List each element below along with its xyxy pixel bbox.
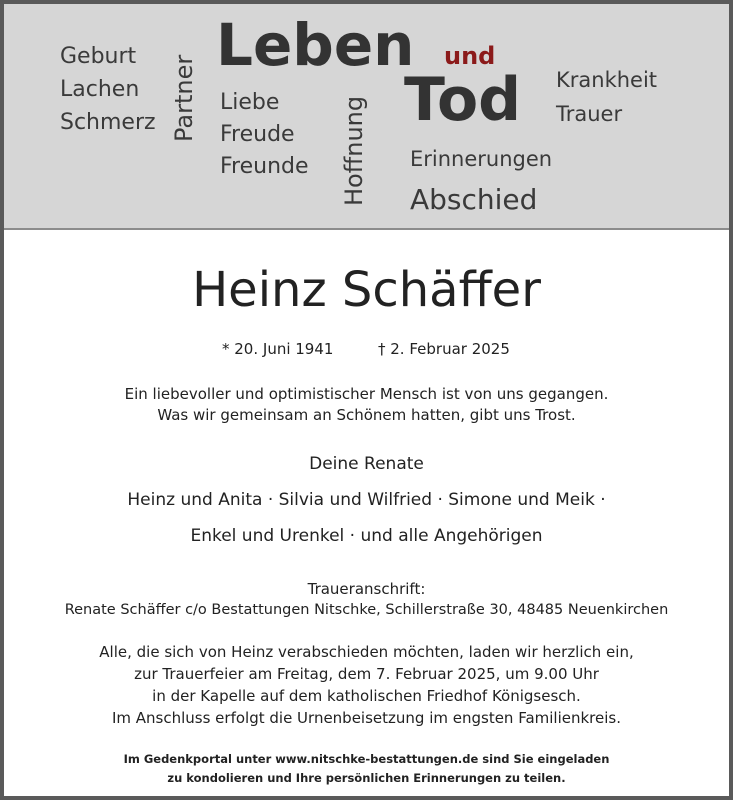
portal-line: zu kondolieren und Ihre persönlichen Erinnerungen zu teilen. — [167, 771, 566, 785]
mourner-line: Deine Renate — [309, 454, 424, 474]
ceremony-line: in der Kapelle auf dem katholischen Friedhof Königsesch. — [152, 687, 581, 705]
word-tod: Tod — [404, 65, 522, 135]
word-liebe: Liebe — [220, 90, 280, 115]
word-freude: Freude — [220, 122, 295, 147]
word-erinnerungen: Erinnerungen — [410, 147, 553, 171]
word-und: und — [444, 42, 496, 70]
mourner-line: Enkel und Urenkel · und alle Angehörigen — [190, 526, 543, 546]
verse-line: Ein liebevoller und optimistischer Mensch ist von uns gegangen. — [124, 385, 609, 403]
address: Renate Schäffer c/o Bestattungen Nitschke, Schillerstraße 30, 48485 Neuenkirchen — [64, 602, 669, 618]
birth-date: * 20. Juni 1941 — [222, 340, 334, 358]
word-krankheit: Krankheit — [556, 68, 658, 92]
ceremony-line: Im Anschluss erfolgt die Urnenbeisetzung im engsten Familienkreis. — [111, 709, 622, 727]
word-partner: Partner — [170, 54, 198, 142]
verse-line: Was wir gemeinsam an Schönem hatten, gibt uns Trost. — [157, 406, 576, 424]
word-abschied: Abschied — [410, 183, 538, 216]
mourner-line: Heinz und Anita · Silvia und Wilfried · Simone und Meik · — [127, 490, 606, 510]
ceremony-line: zur Trauerfeier am Freitag, dem 7. Februar 2025, um 9.00 Uhr — [134, 665, 599, 683]
word-trauer: Trauer — [556, 102, 623, 126]
word-freunde: Freunde — [220, 154, 309, 179]
word-lachen: Lachen — [60, 77, 140, 102]
address-label: Traueranschrift: — [307, 580, 426, 598]
word-hoffnung: Hoffnung — [340, 95, 368, 206]
obituary-notice — [4, 4, 729, 796]
portal-line: Im Gedenkportal unter www.nitschke-bestattungen.de sind Sie eingeladen — [123, 752, 610, 766]
word-cloud-header — [4, 4, 729, 230]
word-geburt: Geburt — [60, 44, 137, 69]
death-date: † 2. Februar 2025 — [378, 340, 510, 358]
ceremony-line: Alle, die sich von Heinz verabschieden möchten, laden wir herzlich ein, — [99, 643, 634, 661]
word-schmerz: Schmerz — [60, 110, 156, 135]
deceased-name: Heinz Schäffer — [192, 262, 541, 318]
word-leben: Leben — [216, 11, 415, 79]
